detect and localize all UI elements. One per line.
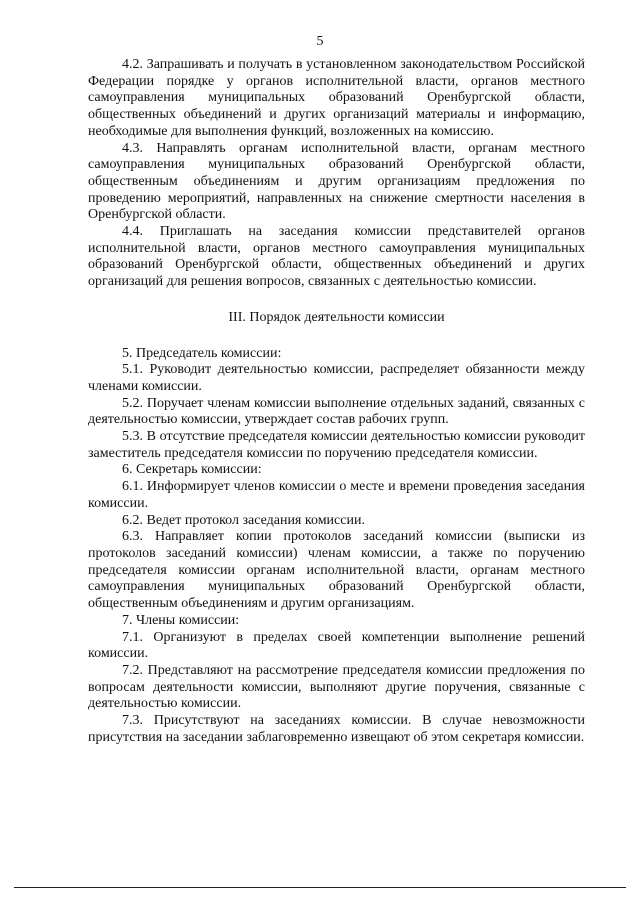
section-heading: III. Порядок деятельности комиссии	[228, 309, 445, 325]
paragraph-7-2: 7.2. Представляют на рассмотрение председателя комиссии предложения по вопросам деятельности комиссии, выполняют другие поручения, связанные с деятельностью комиссии.	[88, 662, 585, 712]
paragraph-5-1: 5.1. Руководит деятельностью комиссии, распределяет обязанности между членами комиссии.	[88, 362, 585, 394]
paragraph-5: 5. Председатель комиссии:	[122, 345, 282, 361]
paragraph-4-3: 4.3. Направлять органам исполнительной власти, органам местного самоуправления муниципальных образований Оренбургской области, общественным объединениям и другим организациям предложения по проведению мероприятий, направленных на снижение смертности населения в Оренбургской области.	[88, 140, 585, 223]
paragraph-7-1: 7.1. Организуют в пределах своей компетенции выполнение решений комиссии.	[88, 629, 585, 662]
paragraph-5-2: 5.2. Поручает членам комиссии выполнение отдельных заданий, связанных с деятельностью комиссии, утверждает состав рабочих групп.	[88, 395, 585, 428]
bottom-rule	[14, 887, 626, 888]
paragraph-6: 6. Секретарь комиссии:	[122, 462, 262, 478]
paragraph-6-3: 6.3. Направляет копии протоколов заседаний комиссии (выписки из протоколов заседаний комиссии) членам комиссии, а также по поручению председателя комиссии органам исполнительной власти, органам местного самоуправления муниципальных образований Оренбургской области, общественным объединениям и другим организациям.	[88, 529, 585, 612]
paragraph-7: 7. Члены комиссии:	[122, 612, 240, 628]
paragraph-7-3: 7.3. Присутствуют на заседаниях комиссии. В случае невозможности присутствия на заседании заблаговременно извещают об этом секретаря комиссии.	[88, 713, 585, 745]
document-body	[88, 57, 585, 746]
page-number: 5	[316, 34, 324, 49]
paragraph-5-3: 5.3. В отсутствие председателя комиссии деятельностью комиссии руководит заместитель председателя комиссии по поручению председателя комиссии.	[88, 429, 585, 461]
paragraph-4-2: 4.2. Запрашивать и получать в установленном законодательством Российской Федерации порядке у органов исполнительной власти, органов местного самоуправления муниципальных образований Оренбургской области, общественных объединений и других организаций материалы и информацию, необходимые для выполнения функций, возложенных на комиссию.	[88, 57, 585, 139]
paragraph-6-2: 6.2. Ведет протокол заседания комиссии.	[122, 512, 365, 528]
paragraph-4-4: 4.4. Приглашать на заседания комиссии представителей органов исполнительной власти, органов местного самоуправления муниципальных образований Оренбургской области, общественных объединений и других организаций для решения вопросов, связанных с деятельностью комиссии.	[88, 224, 585, 290]
paragraph-6-1: 6.1. Информирует членов комиссии о месте и времени проведения заседания комиссии.	[88, 479, 585, 511]
